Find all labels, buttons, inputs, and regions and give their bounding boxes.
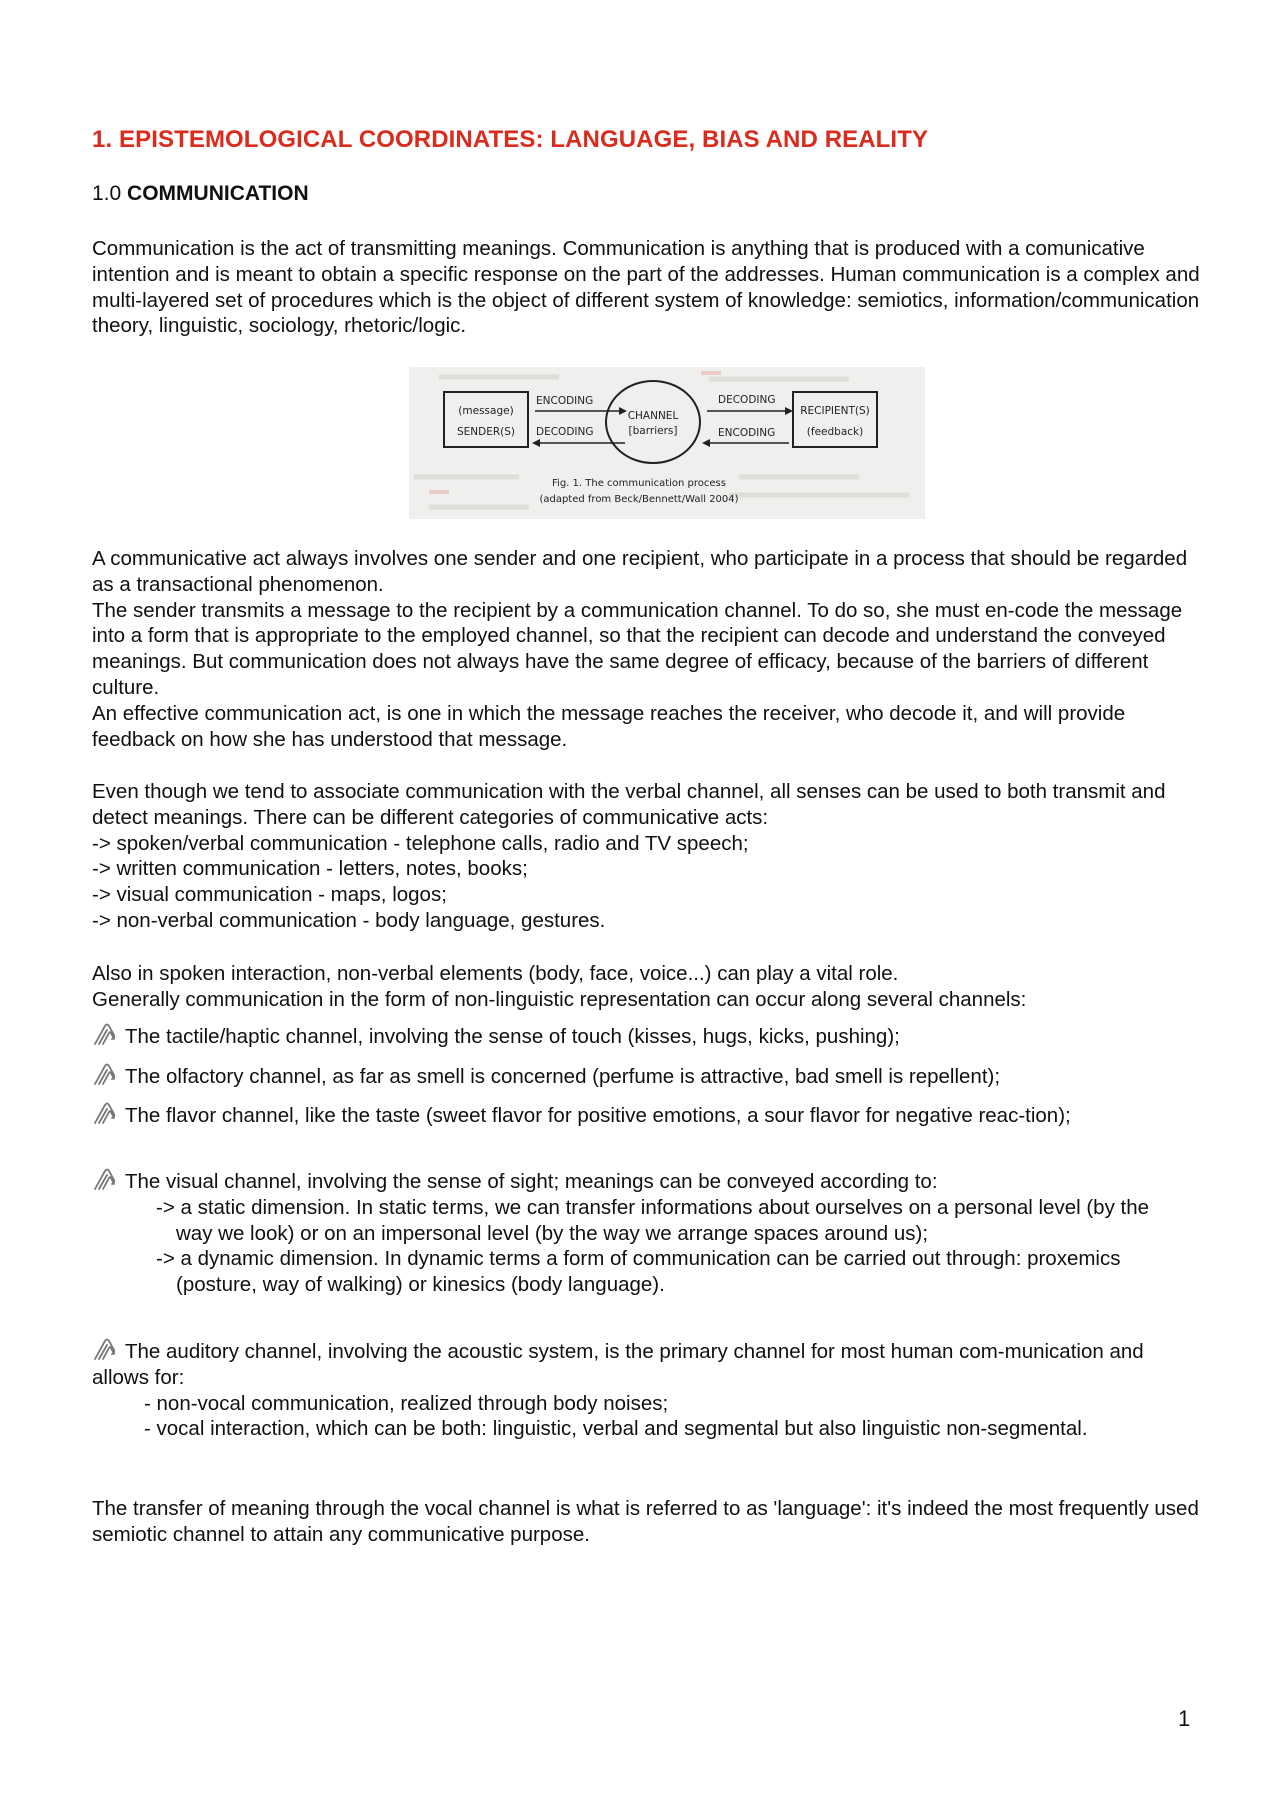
decoding-right-label: DECODING — [718, 394, 776, 406]
act-sentence-1: A communicative act always involves one sender and one recipient, who participate in a process that should be regarded as a transactional phenomenon. — [92, 547, 1188, 596]
category-item: -> visual communication - maps, logos; — [92, 883, 447, 907]
nonverbal-sentence-2: Generally communication in the form of non-linguistic representation can occur along several channels: — [92, 987, 1027, 1011]
chapter-heading: 1. EPISTEMOLOGICAL COORDINATES: LANGUAGE, BIAS AND REALITY — [92, 126, 929, 153]
feedback-label: (feedback) — [806, 426, 864, 438]
nonverbal-paragraph — [92, 961, 1202, 1013]
channel-item-flavor — [92, 1102, 1202, 1129]
nonverbal-sentence-1: Also in spoken interaction, non-verbal elements (body, face, voice...) can play a vital role. — [92, 962, 899, 985]
channel-text: The auditory channel, involving the acoustic system, is the primary channel for most human com-munication and allows for: — [92, 1340, 1144, 1389]
section-heading — [92, 182, 309, 206]
paperclip-icon — [92, 1338, 118, 1362]
paperclip-icon — [92, 1102, 118, 1126]
auditory-sub-item: - non-vocal communication, realized through body noises; — [144, 1391, 669, 1415]
paperclip-icon — [92, 1168, 118, 1192]
channel-text: The olfactory channel, as far as smell is concerned (perfume is attractive, bad smell is repellent); — [125, 1065, 1001, 1088]
encoding-left-label: ENCODING — [536, 395, 594, 407]
sender-box — [444, 392, 528, 447]
channel-item-olfactory — [92, 1063, 1202, 1090]
recipient-box — [793, 392, 877, 447]
channel-item-auditory — [92, 1338, 1202, 1442]
act-sentence-3: An effective communication act, is one in which the message reaches the receiver, who decode it, and will provide feedback on how she has understood that message. — [92, 701, 1126, 751]
intro-paragraph: Communication is the act of transmitting meanings. Communication is anything that is produced with a comunicative intention and is meant to obtain a specific response on the part of the addresses. Human communication is a complex and multi-layered set of procedures which is the object of different system of knowledge: semiotics, information/communication theory, linguistic, sociology, rhetoric/logic. — [92, 237, 1200, 338]
recipient-label: RECIPIENT(S) — [800, 405, 870, 417]
act-sentence-2: The sender transmits a message to the recipient by a communication channel. To do so, she must en-code the message into a form that is appropriate to the employed channel, so that the recipient can decode and understand the conveyed meanings. But communication does not always have the same degree of efficacy, because of the barriers of different culture. — [92, 598, 1183, 699]
barriers-label: [barriers] — [628, 425, 678, 437]
visual-sub-item: -> a dynamic dimension. In dynamic terms a form of communication can be carried out through: proxemics (posture, way of walking) or kinesics (body language). — [156, 1247, 1121, 1297]
sender-message-label: (message) — [458, 405, 514, 417]
channel-text: The flavor channel, like the taste (sweet flavor for positive emotions, a sour flavor for negative reac-tion); — [125, 1104, 1071, 1127]
decoding-left-label: DECODING — [536, 426, 594, 438]
sender-label: SENDER(S) — [456, 426, 516, 438]
auditory-sub-item: - vocal interaction, which can be both: linguistic, verbal and segmental but also linguistic non-segmental. — [144, 1417, 1088, 1441]
section-title: COMMUNICATION — [127, 182, 309, 205]
channel-ellipse — [606, 381, 700, 463]
closing-paragraph: The transfer of meaning through the vocal channel is what is referred to as 'language': it's indeed the most frequently used semiotic channel to attain any communicative purpose. — [92, 1497, 1199, 1546]
communication-process-figure — [409, 367, 925, 519]
page-number: 1 — [1178, 1706, 1191, 1731]
section-number: 1.0 — [92, 182, 122, 205]
senses-paragraph — [92, 779, 1202, 934]
channel-text: The visual channel, involving the sense of sight; meanings can be conveyed according to: — [125, 1170, 938, 1193]
communicative-act-paragraph — [92, 546, 1202, 752]
channel-item-tactile — [92, 1023, 1202, 1050]
visual-sub-item: -> a static dimension. In static terms, we can transfer informations about ourselves on a personal level (by the way we look) or on an impersonal level (by the way we arrange spaces around us); — [156, 1195, 1150, 1245]
figure-caption-line-2: (adapted from Beck/Bennett/Wall 2004) — [539, 494, 739, 505]
senses-text: Even though we tend to associate communication with the verbal channel, all senses can be used to both transmit and detect meanings. There can be different categories of communicative acts: — [92, 780, 1166, 829]
category-item: -> written communication - letters, notes, books; — [92, 857, 528, 881]
encoding-right-label: ENCODING — [718, 427, 776, 439]
figure-caption-line-1: Fig. 1. The communication process — [552, 478, 726, 489]
paperclip-icon — [92, 1063, 118, 1087]
channel-label: CHANNEL — [627, 410, 679, 422]
channel-item-visual — [92, 1168, 1202, 1298]
channel-text: The tactile/haptic channel, involving the sense of touch (kisses, hugs, kicks, pushing); — [125, 1025, 900, 1048]
category-item: -> spoken/verbal communication - telephone calls, radio and TV speech; — [92, 831, 749, 855]
category-item: -> non-verbal communication - body language, gestures. — [92, 908, 606, 932]
paperclip-icon — [92, 1023, 118, 1047]
